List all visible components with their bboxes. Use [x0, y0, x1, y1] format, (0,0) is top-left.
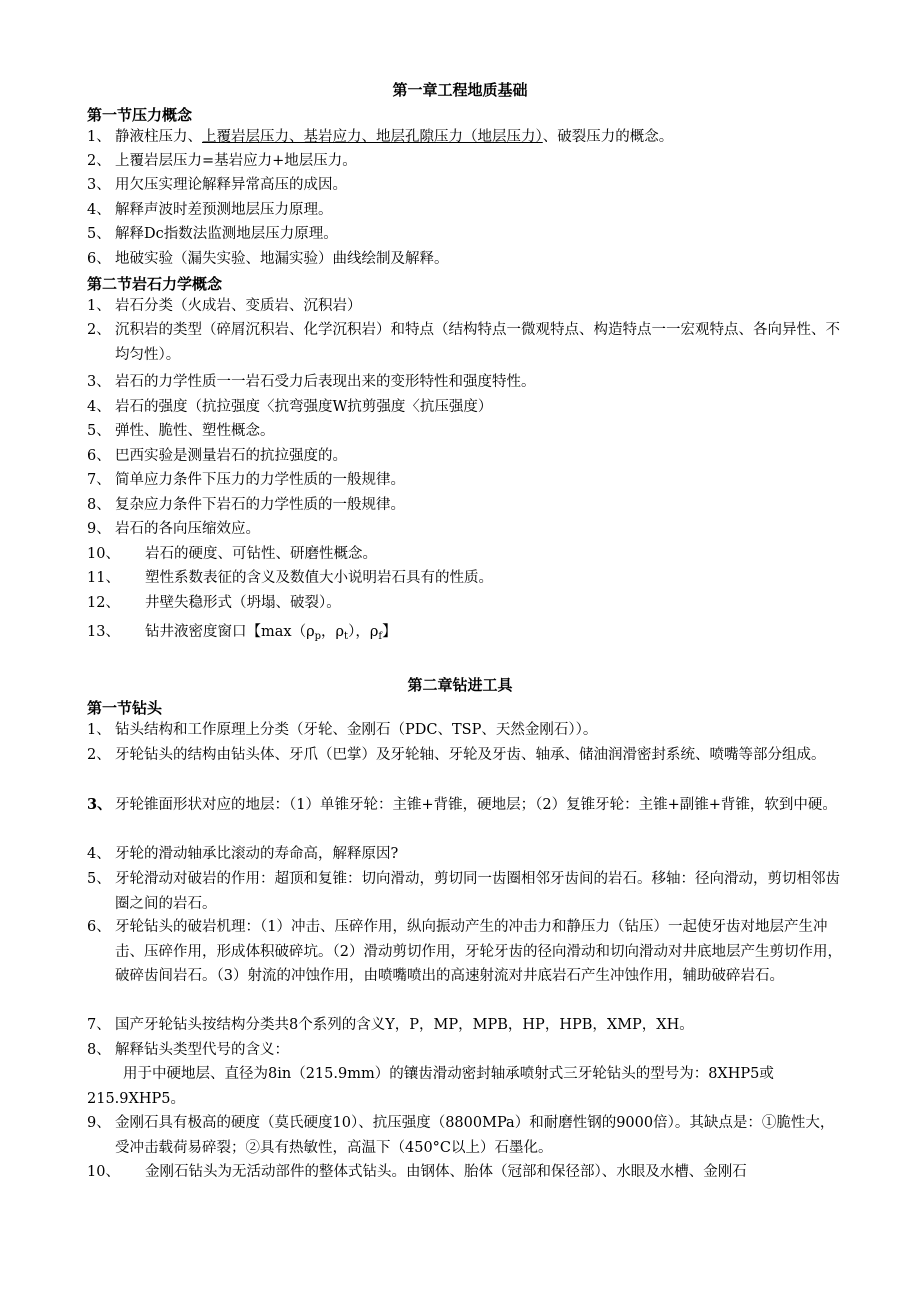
bit-code-example: 用于中硬地层、直径为8in（215.9mm）的镶齿滑动密封轴承喷射式三牙轮钻头的型号为：8XHP5或215.9XHP5。: [87, 1066, 774, 1107]
list-item: 10、 岩石的硬度、可钻性、研磨性概念。: [87, 546, 377, 562]
list-item: 13、 钻井液密度窗口【$\max(\rho_p$，$\rho_t$），$\rho_f$】: [87, 620, 847, 650]
list-item: 8、 复杂应力条件下岩石的力学性质的一般规律。: [87, 497, 405, 513]
list-item: 1、 静液柱压力、上覆岩层压力、基岩应力、地层孔隙压力（地层压力）、破裂压力的概念。: [87, 129, 674, 145]
chapter-2-title: 第二章钻进工具: [407, 676, 513, 694]
list-item: 6、 地破实验（漏失实验、地漏实验）曲线绘制及解释。: [87, 251, 449, 267]
list-item: 2、 牙轮钻头的结构由钻头体、牙爪（巴掌）及牙轮轴、牙轮及牙齿、轴承、储油润滑密封系统、喷嘴等部分组成。: [87, 747, 826, 763]
list-item: 3、 牙轮锥面形状对应的地层：（1）单锥牙轮：主锥+背锥，硬地层；（2）复锥牙轮：主锥+副锥+背锥，软到中硬。: [87, 796, 837, 813]
list-item: 3、 岩石的力学性质一一岩石受力后表现出来的变形特性和强度特性。: [87, 374, 536, 390]
density-window-formula: 钻井液密度窗口【$\max(\rho_p$，$\rho_t$），$\rho_f$】: [145, 624, 397, 642]
list-item: 5、 弹性、脆性、塑性概念。: [87, 423, 275, 439]
list-item: 9、 金刚石具有极高的硬度（莫氏硬度10）、抗压强度（8800MPa）和耐磨性钢的9000倍）。其缺点是：①脆性大，受冲击载荷易碎裂；②具有热敏性，高温下（450°C以上）石墨化。: [87, 1115, 835, 1156]
list-item: 1、 钻头结构和工作原理上分类（牙轮、金刚石（PDC、TSP、天然金刚石））。: [87, 722, 598, 738]
chapter-1-title: 第一章工程地质基础: [392, 81, 528, 99]
list-item: 2、 上覆岩层压力=基岩应力+地层压力。: [87, 153, 357, 169]
underlined-text: 上覆岩层压力、基岩应力、地层孔隙压力（地层压力）: [202, 129, 543, 145]
list-item: 4、 岩石的强度（抗拉强度〈抗弯强度W抗剪强度〈抗压强度）: [87, 399, 493, 415]
list-item: 7、 国产牙轮钻头按结构分类共8个系列的含义Y，P，MP，MPB，HP，HPB，XMP，XH。: [87, 1017, 694, 1033]
section-2-1-title: 第一节钻头: [87, 699, 163, 717]
list-item: 5、 牙轮滑动对破岩的作用：超顶和复锥：切向滑动，剪切同一齿圈相邻牙齿间的岩石。移轴：径向滑动，剪切相邻齿圈之间的岩石。: [87, 871, 840, 912]
list-item: 7、 简单应力条件下压力的力学性质的一般规律。: [87, 472, 405, 488]
list-item: 4、 解释声波时差预测地层压力原理。: [87, 202, 333, 218]
list-item: 6、 牙轮钻头的破岩机理：（1）冲击、压碎作用，纵向振动产生的冲击力和静压力（钻压）一起使牙齿对地层产生冲击、压碎作用，形成体积破碎坑。（2）滑动剪切作用，牙轮牙齿的径向滑动和切向滑动对井底地层产生剪切作用，破碎齿间岩石。（3）射流的冲蚀作用，由喷嘴喷出的高速射流对井底岩石产生冲蚀作用，辅助破碎岩石。: [87, 919, 842, 984]
list-item: 11、 塑性系数表征的含义及数值大小说明岩石具有的性质。: [87, 570, 493, 586]
list-item: 12、 井壁失稳形式（坍塌、破裂）。: [87, 595, 341, 611]
list-item: 3、 用欠压实理论解释异常高压的成因。: [87, 177, 347, 193]
list-item: 2、 沉积岩的类型（碎屑沉积岩、化学沉积岩）和特点（结构特点一微观特点、构造特点一一宏观特点、各向异性、不均匀性）。: [87, 322, 840, 363]
section-1-1-title: 第一节压力概念: [87, 106, 193, 124]
list-item: 4、 牙轮的滑动轴承比滚动的寿命高，解释原因?: [87, 846, 399, 862]
list-item: 9、 岩石的各向压缩效应。: [87, 521, 260, 537]
section-1-2-title: 第二节岩石力学概念: [87, 275, 223, 293]
list-item: 6、 巴西实验是测量岩石的抗拉强度的。: [87, 448, 347, 464]
list-item: 5、 解释Dc指数法监测地层压力原理。: [87, 226, 338, 242]
list-item: 8、 解释钻头类型代号的含义：: [87, 1042, 289, 1058]
list-item: 10、 金刚石钻头为无活动部件的整体式钻头。由钢体、胎体（冠部和保径部）、水眼及水槽、金刚石: [87, 1164, 747, 1180]
list-item: 1、 岩石分类（火成岩、变质岩、沉积岩）: [87, 298, 362, 314]
